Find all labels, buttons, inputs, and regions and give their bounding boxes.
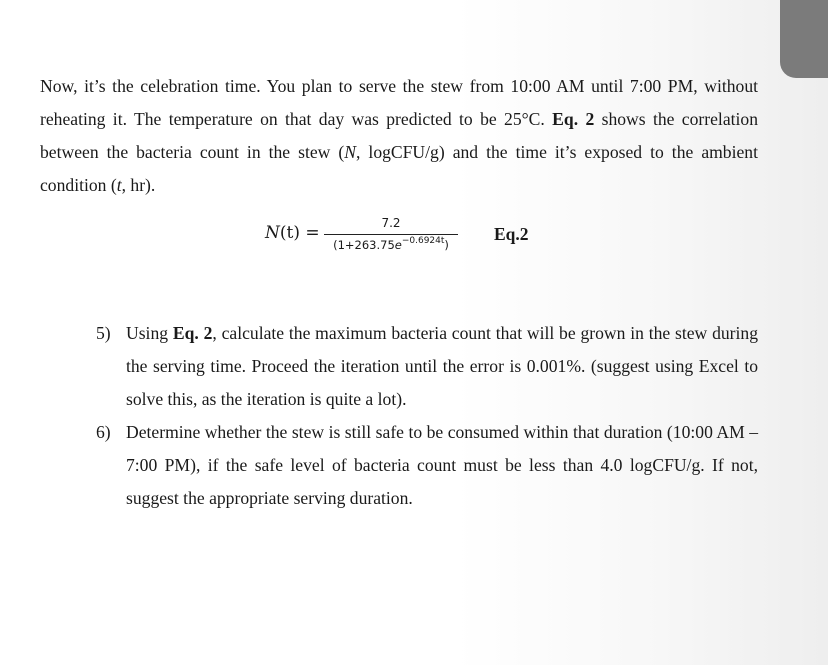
question-5 — [96, 317, 758, 416]
equation-lhs-arg: (t) — [279, 223, 300, 243]
intro-var-n: N — [344, 142, 357, 162]
intro-eq-ref: Eq. 2 — [552, 109, 595, 129]
question-5-eq-ref: Eq. 2 — [172, 323, 213, 343]
question-5-text: , calculate the maximum bacteria count that will be grown in the stew during the serving time. Proceed the iteration until the error is 0.001%. (suggest using Excel to solve this, as the iteration is quite a lot). — [126, 323, 758, 409]
intro-text-2: shows the correlation between the bacteria count in the stew ( — [40, 109, 758, 162]
equation-den-base: (1+263.75 — [333, 237, 395, 252]
question-number: 6) — [96, 422, 111, 442]
equation-label: Eq.2 — [494, 224, 529, 244]
equation-den-exponent: −0.6924t — [401, 236, 445, 246]
intro-text-1: Now, it’s the celebration time. You plan to serve the stew from 10:00 AM until 7:00 PM, without reheating it. The temperature on that day was predicted to be 25°C. — [40, 76, 758, 129]
equation — [262, 212, 562, 260]
question-list — [96, 317, 758, 515]
equation-den-e: e — [394, 237, 402, 252]
question-6-text: Determine whether the stew is still safe to be consumed within that duration (10:00 AM – 7:00 PM), if the safe level of bacteria count must be less than 4.0 logCFU/g. If not, suggest the appropriate serving duration. — [126, 422, 758, 508]
question-5-pre: Using — [126, 323, 173, 343]
question-6 — [96, 416, 758, 515]
intro-paragraph — [40, 70, 758, 202]
equation-numerator: 7.2 — [381, 216, 401, 230]
question-number: 5) — [96, 323, 111, 343]
corner-tab — [780, 0, 828, 78]
equation-denominator — [324, 237, 458, 252]
equation-lhs — [265, 223, 320, 243]
equation-equals: = — [305, 223, 320, 243]
intro-text-4: , hr). — [121, 175, 156, 195]
equation-den-close: ) — [444, 237, 449, 252]
intro-text-3: , logCFU/g) and the time it’s exposed to the ambient condition ( — [40, 142, 758, 195]
equation-lhs-func: N — [265, 223, 280, 243]
equation-fraction-bar — [324, 234, 458, 235]
intro-var-t: t — [116, 175, 122, 195]
